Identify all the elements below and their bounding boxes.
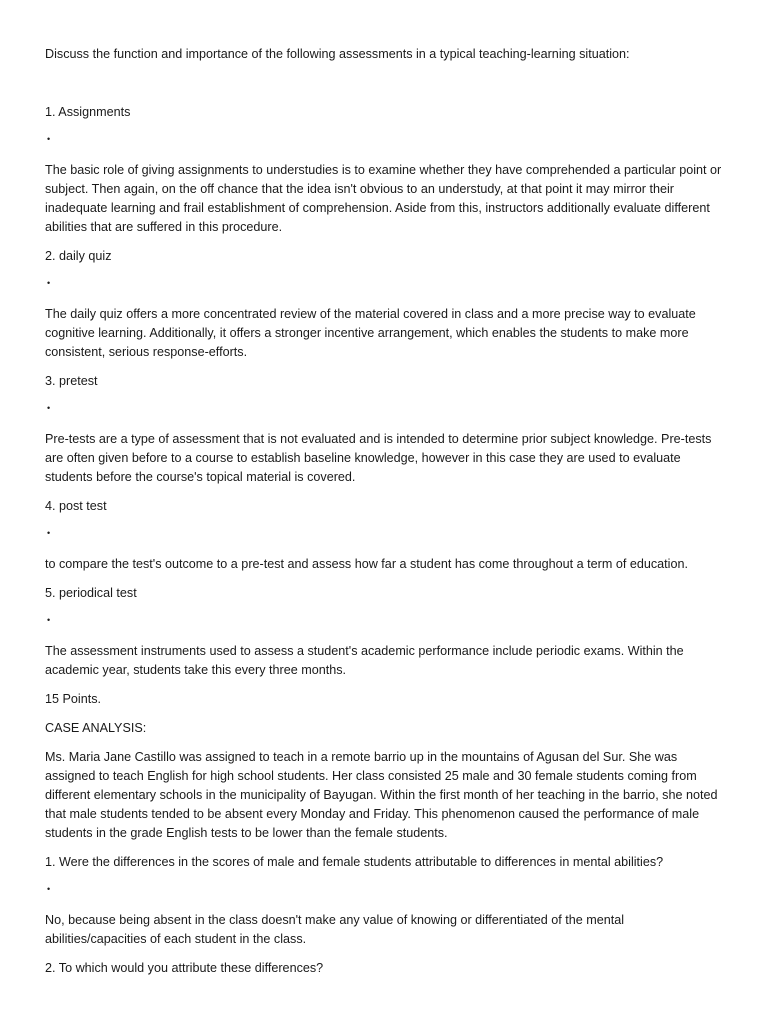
points-label: 15 Points. xyxy=(45,692,102,706)
bullet-marker: • xyxy=(47,134,51,144)
case-question-2: 2. To which would you attribute these differences? xyxy=(45,961,324,975)
bullet-marker: • xyxy=(47,403,51,413)
intro-text: Discuss the function and importance of the following assessments in a typical teaching-learning situation: xyxy=(45,47,630,61)
case-question-1: 1. Were the differences in the scores of male and female students attributable to differences in mental abilities? xyxy=(45,855,664,869)
bullet-marker: • xyxy=(47,615,51,625)
bullet-marker: • xyxy=(47,884,51,894)
item-answer-pretest: Pre-tests are a type of assessment that is not evaluated and is intended to determine prior subject knowledge. Pre-tests are often given before to a course to establish baseline knowledge, however in this case they are used to evaluate students before the course's topical material is covered. xyxy=(45,432,712,484)
item-answer-daily-quiz: The daily quiz offers a more concentrated review of the material covered in class and a more precise way to evaluate cognitive learning. Additionally, it offers a stronger incentive arrangement, which enables the students to make more consistent, serious response-efforts. xyxy=(45,307,696,359)
item-answer-periodical-test: The assessment instruments used to assess a student's academic performance include periodic exams. Within the academic year, students take this every three months. xyxy=(45,644,684,677)
case-analysis-heading: CASE ANALYSIS: xyxy=(45,721,147,735)
case-analysis-text: Ms. Maria Jane Castillo was assigned to teach in a remote barrio up in the mountains of Agusan del Sur. She was assigned to teach English for high school students. Her class consisted 25 male and 30 female students coming from different elementary schools in the municipality of Bayugan. Within the first month of her teaching in the barrio, she noted that male students tended to be absent every Monday and Friday. This phenomenon caused the performance of male students in the grade English tests to be lower than the female students. xyxy=(45,750,718,840)
bullet-marker: • xyxy=(47,278,51,288)
item-answer-post-test: to compare the test's outcome to a pre-test and assess how far a student has come throughout a term of education. xyxy=(45,557,688,571)
item-label-assignments: 1. Assignments xyxy=(45,105,131,119)
item-label-post-test: 4. post test xyxy=(45,499,107,513)
item-label-daily-quiz: 2. daily quiz xyxy=(45,249,112,263)
item-label-pretest: 3. pretest xyxy=(45,374,98,388)
bullet-marker: • xyxy=(47,528,51,538)
item-label-periodical-test: 5. periodical test xyxy=(45,586,137,600)
case-answer-1: No, because being absent in the class doesn't make any value of knowing or differentiated of the mental abilities/capacities of each student in the class. xyxy=(45,913,625,946)
item-answer-assignments: The basic role of giving assignments to understudies is to examine whether they have comprehended a particular point or subject. Then again, on the off chance that the idea isn't obvious to an understudy, at that point it may mirror their inadequate learning and frail establishment of comprehension. Aside from this, instructors additionally evaluate different abilities that are suffered in this procedure. xyxy=(45,163,722,234)
